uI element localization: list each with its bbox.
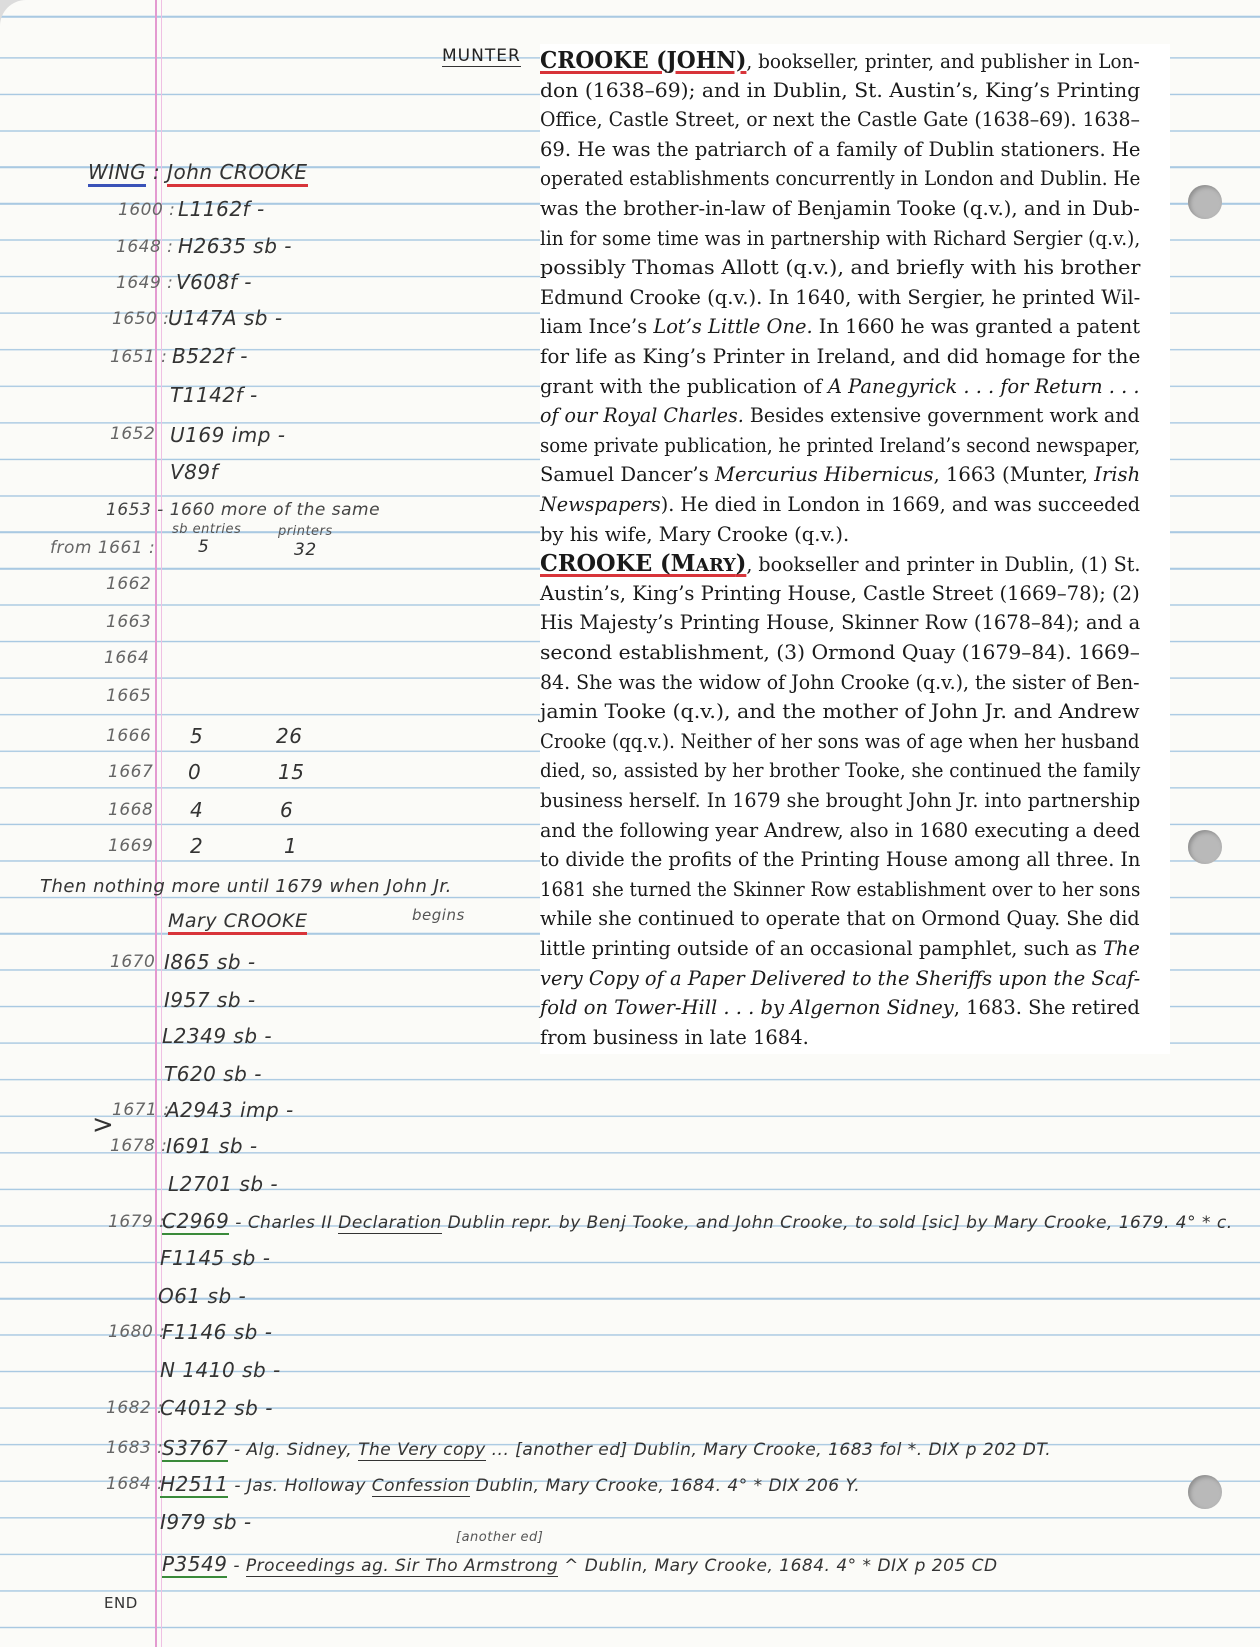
wing-entry-long <box>160 1472 860 1496</box>
from-year: from 1661 : <box>50 538 156 558</box>
article-line: little printing outside of an occasional pamphlet, such as The <box>540 937 1140 960</box>
wing-entry-long <box>162 1552 998 1576</box>
article-line: jamin Tooke (q.v.), and the mother of John Jr. and Andrew <box>540 700 1140 724</box>
wing-entry: B522f - <box>172 344 249 368</box>
wing-entry: I957 sb - <box>164 988 256 1012</box>
begins-note: begins <box>412 906 465 924</box>
article-line: by his wife, Mary Crooke (q.v.). <box>540 522 850 546</box>
article-line: died, so, assisted by her brother Tooke, she continued the family <box>540 759 1141 783</box>
wing-entry-long <box>162 1436 1051 1460</box>
wing-entry-long <box>162 1209 1233 1233</box>
count-printers: 6 <box>280 798 294 822</box>
count-printers: 32 <box>294 540 317 560</box>
wing-year: 1684 : <box>106 1474 164 1494</box>
wing-entry: V89f <box>170 460 219 484</box>
wing-entry: C4012 sb - <box>160 1396 273 1420</box>
wing-entry: I691 sb - <box>166 1134 258 1158</box>
wing-year: 1650 : <box>112 309 170 329</box>
article-line: from business in late 1684. <box>540 1025 809 1049</box>
article-line: Samuel Dancer’s Mercurius Hibernicus, 1663 (Munter, Irish <box>540 463 1141 487</box>
wing-year: 1652 <box>110 424 156 444</box>
wing-heading <box>88 160 308 184</box>
wing-entry: T620 sb - <box>164 1062 262 1086</box>
column-head-printers: printers <box>278 524 333 539</box>
year-row: 1669 <box>108 836 154 856</box>
article-line: was the brother-in-law of Benjamin Tooke (q.v.), and in Dub- <box>540 197 1140 220</box>
count-sb: 0 <box>188 760 202 784</box>
wing-year: 1648 : <box>116 237 174 257</box>
year-row: 1667 <box>108 762 154 782</box>
wing-entry: F1146 sb - <box>162 1320 273 1344</box>
year-row: 1668 <box>108 800 154 820</box>
count-printers: 1 <box>284 834 298 858</box>
article-line: CROOKE (JOHN), bookseller, printer, and publisher in Lon- <box>540 47 1140 74</box>
count-sb: 4 <box>190 798 204 822</box>
article-line: liam Ince’s Lot’s Little One. In 1660 he was granted a patent <box>540 315 1141 339</box>
wing-entry: T1142f - <box>170 383 258 407</box>
year-row: 1662 <box>106 574 152 594</box>
article-line: for life as King’s Printer in Ireland, and did homage for the <box>540 345 1141 368</box>
wing-entry: F1145 sb - <box>160 1246 271 1270</box>
count-printers: 26 <box>276 724 303 748</box>
article-line: some private publication, he printed Ireland’s second newspaper, <box>540 433 1141 457</box>
wing-entry: L1162f - <box>178 197 265 221</box>
wing-entry: A2943 imp - <box>166 1098 294 1122</box>
punch-hole-top <box>1188 185 1222 219</box>
end-mark: END <box>104 1594 138 1612</box>
article-line: of our Royal Charles. Besides extensive government work and <box>540 404 1140 428</box>
article-line: Newspapers). He died in London in 1669, and was succeeded <box>540 493 1141 516</box>
gap-note: Then nothing more until 1679 when John Jr. <box>40 876 452 897</box>
article-line: lin for some time was in partnership with Richard Sergier (q.v.), <box>540 226 1141 250</box>
arrow-mark: > <box>92 1110 114 1140</box>
article-line: possibly Thomas Allott (q.v.), and briefly with his brother <box>540 256 1141 280</box>
wing-year: 1680 : <box>108 1322 166 1342</box>
wing-entry: H2635 sb - <box>178 234 292 258</box>
wing-label: WING <box>88 160 146 187</box>
article-line: CROOKE (MARY), bookseller and printer in Dublin, (1) St. <box>540 550 1141 578</box>
wing-entry: U147A sb - <box>168 306 283 330</box>
munter-label: MUNTER <box>442 46 521 66</box>
article-line: very Copy of a Paper Delivered to the Sheriffs upon the Scaf- <box>540 966 1141 990</box>
count-sb: 2 <box>190 834 204 858</box>
count-sb: 5 <box>198 537 210 557</box>
wing-year: 1651 : <box>110 347 168 367</box>
article-line: grant with the publication of A Panegyrick . . . for Return . . . <box>540 374 1140 398</box>
john-crooke-label: John CROOKE <box>167 160 307 187</box>
year-row: 1663 <box>106 612 152 632</box>
count-sb: 5 <box>190 724 204 748</box>
article-line: 1681 she turned the Skinner Row establishment over to her sons <box>540 877 1141 901</box>
year-row: 1666 <box>106 726 152 746</box>
article-line: to divide the profits of the Printing House among all three. In <box>540 848 1141 872</box>
wing-year: 1670 <box>110 952 156 972</box>
article-line: and the following year Andrew, also in 1680 executing a deed <box>540 818 1141 842</box>
article-line: operated establishments concurrently in London and Dublin. He <box>540 167 1141 191</box>
entry-title: Proceedings ag. Sir Tho Armstrong <box>245 1556 559 1576</box>
article-line: 69. He was the patriarch of a family of Dublin stationers. He <box>540 137 1141 161</box>
wing-code: C2969 <box>162 1209 230 1233</box>
wing-entry: V608f - <box>176 270 252 294</box>
wing-entry: O61 sb - <box>158 1284 247 1308</box>
wing-year: 1682 : <box>106 1398 164 1418</box>
entry-text: Dublin, Mary Crooke, 1684. 4° * DIX 206 Y. <box>469 1476 861 1496</box>
entry-text: Dublin repr. by Benj Tooke, and John Crooke, to sold [sic] by Mary Crooke, 1679. 4° * c. <box>441 1213 1233 1233</box>
wing-code: S3767 <box>162 1436 229 1460</box>
article-line: don (1638–69); and in Dublin, St. Austin’s, King’s Printing <box>540 78 1141 102</box>
article-line: Edmund Crooke (q.v.). In 1640, with Sergier, he printed Wil- <box>540 285 1141 309</box>
entry-text: - Jas. Holloway <box>228 1476 372 1496</box>
another-ed-note: [another ed] <box>456 1530 544 1545</box>
entry-text: - <box>227 1556 246 1576</box>
wing-entry: U169 imp - <box>170 423 286 447</box>
wing-code: P3549 <box>162 1552 228 1576</box>
article-line: business herself. In 1679 she brought John Jr. into partnership <box>540 789 1141 812</box>
wing-year: 1678 : <box>110 1136 168 1156</box>
year-row: 1665 <box>106 686 152 706</box>
entry-title: Declaration <box>338 1213 442 1233</box>
wing-entry: I979 sb - <box>160 1510 252 1534</box>
printed-clipping <box>540 44 1170 1054</box>
entry-title: The Very copy <box>358 1440 486 1460</box>
wing-code: H2511 <box>160 1472 229 1496</box>
punch-hole-bottom <box>1188 1475 1222 1509</box>
wing-year: 1679 : <box>108 1212 166 1232</box>
wing-year: 1649 : <box>116 273 174 293</box>
entry-text: ^ Dublin, Mary Crooke, 1684. 4° * DIX p 205 CD <box>558 1556 998 1576</box>
entry-text: - Alg. Sidney, <box>228 1440 359 1460</box>
wing-entry: L2349 sb - <box>162 1024 273 1048</box>
mary-crooke-label: Mary CROOKE <box>168 910 307 935</box>
wing-year: 1671 : <box>112 1100 170 1120</box>
count-printers: 15 <box>278 760 305 784</box>
article-line: second establishment, (3) Ormond Quay (1679–84). 1669– <box>540 641 1140 664</box>
article-line: Crooke (qq.v.). Neither of her sons was of age when her husband <box>540 729 1140 753</box>
entry-text: ... [another ed] Dublin, Mary Crooke, 1683 fol *. DIX p 202 DT. <box>485 1440 1052 1460</box>
wing-year: 1683 : <box>106 1438 164 1458</box>
wing-entry: I865 sb - <box>164 950 256 974</box>
entry-title: Confession <box>371 1476 470 1496</box>
wing-entry: L2701 sb - <box>168 1172 279 1196</box>
column-head-sb: sb entries <box>172 522 242 537</box>
range-note: 1653 - 1660 more of the same <box>106 500 381 520</box>
article-line: while she continued to operate that on Ormond Quay. She did <box>540 907 1140 931</box>
article-line: 84. She was the widow of John Crooke (q.v.), the sister of Ben- <box>540 670 1140 694</box>
article-line: Office, Castle Street, or next the Castle Gate (1638–69). 1638– <box>540 108 1140 132</box>
wing-entry: N 1410 sb - <box>160 1358 281 1382</box>
article-line: His Majesty’s Printing House, Skinner Row (1678–84); and a <box>540 611 1141 635</box>
article-line: fold on Tower-Hill . . . by Algernon Sidney, 1683. She retired <box>540 996 1140 1020</box>
year-row: 1664 <box>104 648 150 668</box>
article-line: Austin’s, King’s Printing House, Castle Street (1669–78); (2) <box>540 581 1140 605</box>
entry-text: - Charles II <box>229 1213 339 1233</box>
wing-year: 1600 : <box>118 200 176 220</box>
punch-hole-middle <box>1188 830 1222 864</box>
wing-colon: : <box>153 160 161 184</box>
